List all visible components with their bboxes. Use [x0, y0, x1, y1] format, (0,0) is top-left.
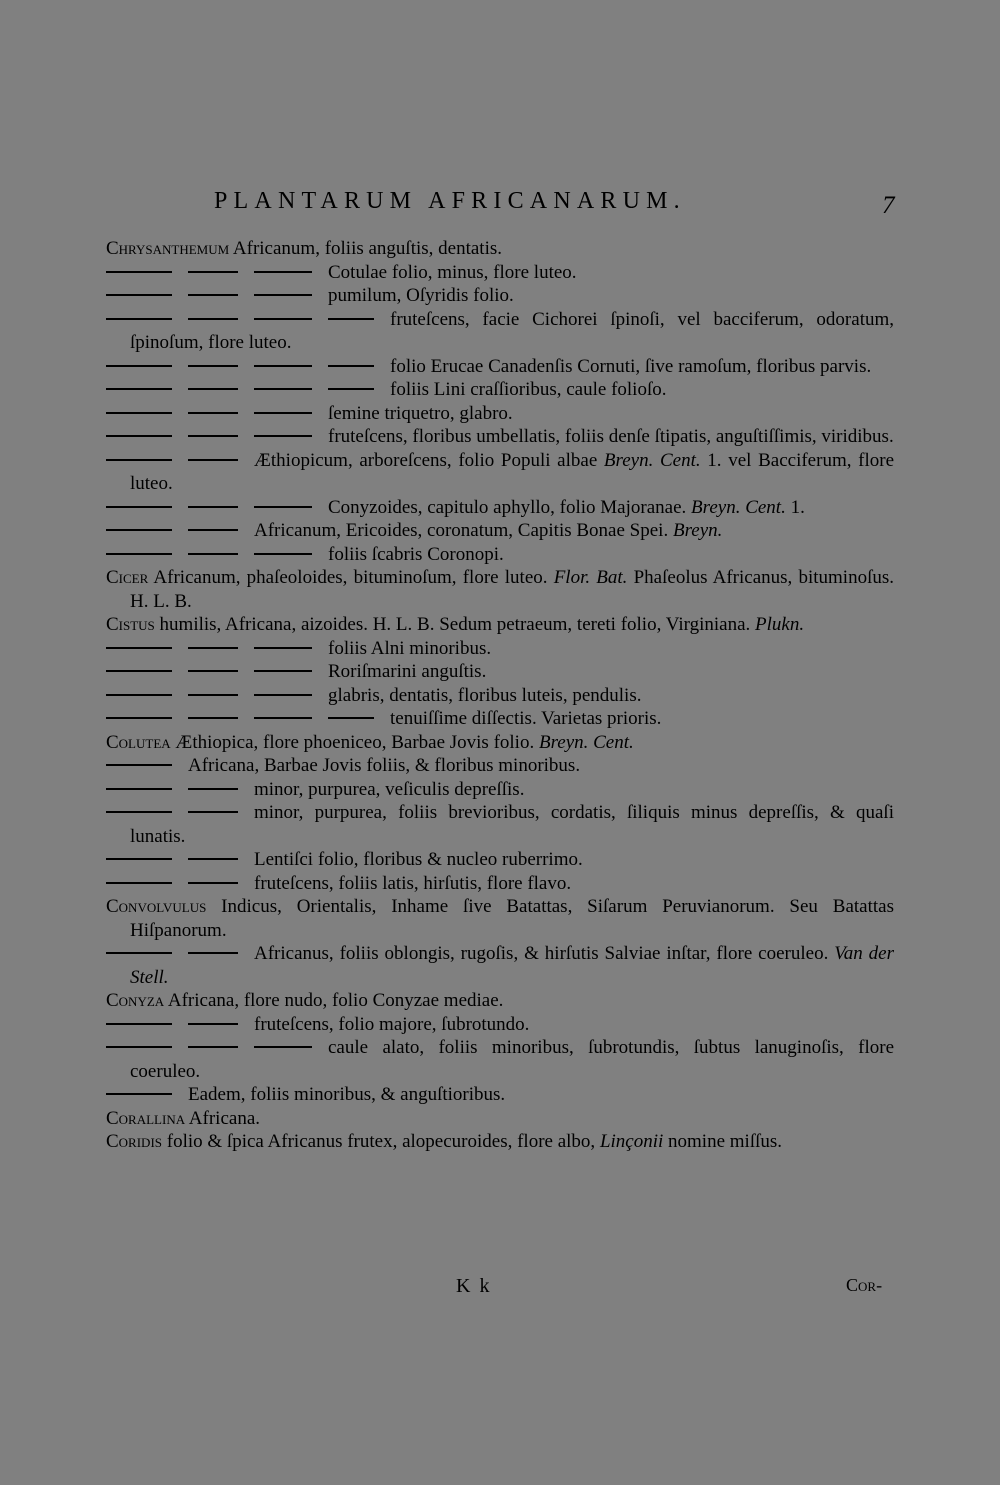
index-entry	[106, 731, 894, 755]
index-entry	[106, 872, 894, 896]
ditto-dash	[188, 271, 238, 273]
citation: Breyn. Cent.	[691, 496, 786, 518]
citation: Breyn. Cent.	[603, 449, 701, 471]
genus-name: Coridis	[106, 1131, 163, 1152]
entry-text: Indicus, Orientalis, Inhame ſive Batattas, Siſarum Peruvianorum. Seu Batattas Hiſpanorum.	[130, 896, 894, 941]
ditto-dash	[106, 811, 172, 813]
index-entry	[106, 1083, 894, 1107]
genus-name: Convolvulus	[106, 896, 207, 917]
index-entries	[106, 237, 894, 1154]
ditto-dash	[106, 388, 172, 390]
entry-text: folio & ſpica Africanus frutex, alopecuroides, flore albo,	[162, 1131, 600, 1152]
ditto-dash	[188, 952, 238, 954]
ditto-dash	[254, 294, 312, 296]
ditto-dash	[188, 435, 238, 437]
ditto-dash	[188, 294, 238, 296]
citation: Breyn.	[672, 520, 723, 541]
entry-text: fruteſcens, floribus umbellatis, foliis denſe ſtipatis, anguſtiſſimis, viridibus.	[328, 426, 894, 447]
ditto-dash	[254, 670, 312, 672]
ditto-dash	[328, 717, 374, 719]
citation: Linçonii	[599, 1131, 664, 1152]
citation: Breyn. Cent.	[538, 731, 634, 753]
index-entry	[106, 1107, 894, 1131]
index-entry	[106, 848, 894, 872]
entry-text: Africana, flore nudo, folio Conyzae mediae.	[164, 990, 504, 1011]
index-entry	[106, 496, 894, 520]
ditto-dash	[106, 882, 172, 884]
citation: Plukn.	[755, 614, 805, 635]
index-entry	[106, 566, 894, 613]
index-entry	[106, 989, 894, 1013]
signature-mark: K k	[456, 1275, 492, 1297]
ditto-dash	[188, 694, 238, 696]
ditto-dash	[188, 1023, 238, 1025]
ditto-dash	[188, 412, 238, 414]
entry-text: minor, purpurea, foliis brevioribus, cordatis, ſiliquis minus depreſſis, & quaſi lunatis.	[130, 802, 894, 847]
entry-text: foliis ſcabris Coronopi.	[328, 543, 504, 565]
entry-text: folio Erucae Canadenſis Cornuti, ſive ramoſum, floribus parvis.	[390, 355, 872, 377]
ditto-dash	[254, 435, 312, 437]
ditto-dash	[254, 388, 312, 390]
index-entry	[106, 613, 894, 637]
entry-text: Eadem, foliis minoribus, & anguſtioribus.	[188, 1084, 506, 1105]
running-title: PLANTARUM AFRICANARUM.	[214, 188, 686, 214]
entry-text: Africanum, phaſeoloides, bituminoſum, flore luteo.	[148, 567, 554, 588]
ditto-dash	[254, 717, 312, 719]
entry-text: Africana, Barbae Jovis foliis, & floribus minoribus.	[188, 755, 581, 776]
ditto-dash	[188, 882, 238, 884]
ditto-dash	[106, 412, 172, 414]
entry-text: fruteſcens, foliis latis, hirſutis, flore flavo.	[254, 872, 572, 894]
ditto-dash	[328, 388, 374, 390]
ditto-dash	[254, 412, 312, 414]
ditto-dash	[188, 365, 238, 367]
ditto-dash	[106, 1093, 172, 1095]
entry-text: tenuiſſime diſſectis. Varietas prioris.	[390, 708, 662, 729]
index-entry	[106, 402, 894, 426]
entry-text-tail: 1.	[785, 496, 805, 518]
entry-text: caule alato, foliis minoribus, ſubrotundis, ſubtus lanuginoſis, flore coeruleo.	[130, 1037, 894, 1082]
entry-text-tail: 1. vel Bacciferum, flore luteo.	[130, 449, 894, 494]
index-entry	[106, 684, 894, 708]
entry-text: glabris, dentatis, floribus luteis, pendulis.	[328, 684, 642, 706]
genus-name: Conyza	[106, 990, 165, 1011]
index-entry	[106, 1036, 894, 1083]
ditto-dash	[188, 529, 238, 531]
index-entry	[106, 261, 894, 285]
genus-name: Colutea	[106, 731, 171, 753]
ditto-dash	[254, 506, 312, 508]
index-entry	[106, 1013, 894, 1037]
index-entry	[106, 543, 894, 567]
ditto-dash	[188, 388, 238, 390]
entry-text: Æthiopica, flore phoeniceo, Barbae Jovis folio.	[170, 731, 539, 753]
genus-name: Cistus	[106, 614, 155, 635]
genus-name: Cicer	[106, 567, 149, 588]
ditto-dash	[106, 670, 172, 672]
ditto-dash	[254, 365, 312, 367]
page-number: 7	[882, 192, 895, 219]
ditto-dash	[188, 506, 238, 508]
index-entry	[106, 425, 894, 449]
ditto-dash	[188, 670, 238, 672]
entry-text-tail: nomine miſſus.	[663, 1131, 783, 1152]
ditto-dash	[188, 553, 238, 555]
ditto-dash	[106, 858, 172, 860]
index-entry	[106, 660, 894, 684]
entry-text: Africanum, Ericoides, coronatum, Capitis Bonae Spei.	[254, 520, 673, 541]
ditto-dash	[106, 318, 172, 320]
entry-text: pumilum, Oſyridis folio.	[328, 285, 514, 306]
ditto-dash	[106, 764, 172, 766]
entry-text: fruteſcens, facie Cichorei ſpinoſi, vel bacciferum, odoratum, ſpinoſum, flore luteo.	[130, 308, 894, 353]
ditto-dash	[106, 694, 172, 696]
entry-text: Africanus, foliis oblongis, rugoſis, & hirſutis Salviae inſtar, flore coeruleo.	[254, 943, 835, 964]
ditto-dash	[254, 647, 312, 649]
genus-name: Chrysanthemum	[106, 238, 230, 259]
entry-text: ſemine triquetro, glabro.	[328, 402, 513, 424]
index-entry	[106, 308, 894, 355]
ditto-dash	[106, 365, 172, 367]
ditto-dash	[188, 788, 238, 790]
ditto-dash	[106, 788, 172, 790]
ditto-dash	[188, 858, 238, 860]
ditto-dash	[106, 647, 172, 649]
index-entry	[106, 754, 894, 778]
index-entry	[106, 284, 894, 308]
ditto-dash	[254, 1046, 312, 1048]
entry-text: humilis, Africana, aizoides. H. L. B. Sedum petraeum, tereti folio, Virginiana.	[154, 614, 756, 635]
index-entry	[106, 449, 894, 496]
citation: Flor. Bat.	[553, 567, 628, 588]
catchword: Cor-	[846, 1275, 883, 1295]
entry-text: Africana.	[185, 1107, 261, 1129]
ditto-dash	[106, 529, 172, 531]
entry-text: Conyzoides, capitulo aphyllo, folio Majoranae.	[328, 496, 692, 518]
index-entry	[106, 778, 894, 802]
genus-name: Corallina	[106, 1107, 186, 1129]
index-entry	[106, 355, 894, 379]
index-entry	[106, 519, 894, 543]
ditto-dash	[106, 717, 172, 719]
ditto-dash	[254, 694, 312, 696]
entry-text: minor, purpurea, veſiculis depreſſis.	[254, 778, 525, 800]
ditto-dash	[106, 459, 172, 461]
index-entry	[106, 637, 894, 661]
ditto-dash	[188, 1046, 238, 1048]
ditto-dash	[106, 294, 172, 296]
ditto-dash	[188, 318, 238, 320]
index-entry	[106, 801, 894, 848]
entry-text: Æthiopicum, arboreſcens, folio Populi albae	[254, 449, 604, 471]
index-entry	[106, 895, 894, 942]
ditto-dash	[106, 271, 172, 273]
ditto-dash	[106, 506, 172, 508]
ditto-dash	[188, 717, 238, 719]
entry-text: Roriſmarini anguſtis.	[328, 661, 487, 682]
ditto-dash	[328, 365, 374, 367]
entry-text-tail: Phaſeolus Africanus, bituminoſus. H. L. B.	[130, 567, 895, 612]
ditto-dash	[188, 647, 238, 649]
index-entry	[106, 237, 894, 261]
ditto-dash	[254, 553, 312, 555]
ditto-dash	[188, 459, 238, 461]
entry-text: Lentiſci folio, floribus & nucleo ruberrimo.	[254, 849, 583, 870]
entry-text: Cotulae folio, minus, flore luteo.	[328, 261, 577, 283]
entry-text: Africanum, foliis anguſtis, dentatis.	[229, 238, 503, 259]
ditto-dash	[254, 271, 312, 273]
ditto-dash	[254, 318, 312, 320]
entry-text: foliis Lini craſſioribus, caule folioſo.	[390, 379, 667, 400]
entry-text: fruteſcens, folio majore, ſubrotundo.	[254, 1013, 530, 1035]
ditto-dash	[106, 1046, 172, 1048]
ditto-dash	[106, 1023, 172, 1025]
index-entry	[106, 1130, 894, 1154]
index-entry	[106, 942, 894, 989]
ditto-dash	[188, 811, 238, 813]
index-entry	[106, 707, 894, 731]
ditto-dash	[328, 318, 374, 320]
entry-text: foliis Alni minoribus.	[328, 637, 492, 659]
citation: Van der Stell.	[130, 943, 894, 988]
ditto-dash	[106, 553, 172, 555]
ditto-dash	[106, 435, 172, 437]
index-entry	[106, 378, 894, 402]
ditto-dash	[106, 952, 172, 954]
